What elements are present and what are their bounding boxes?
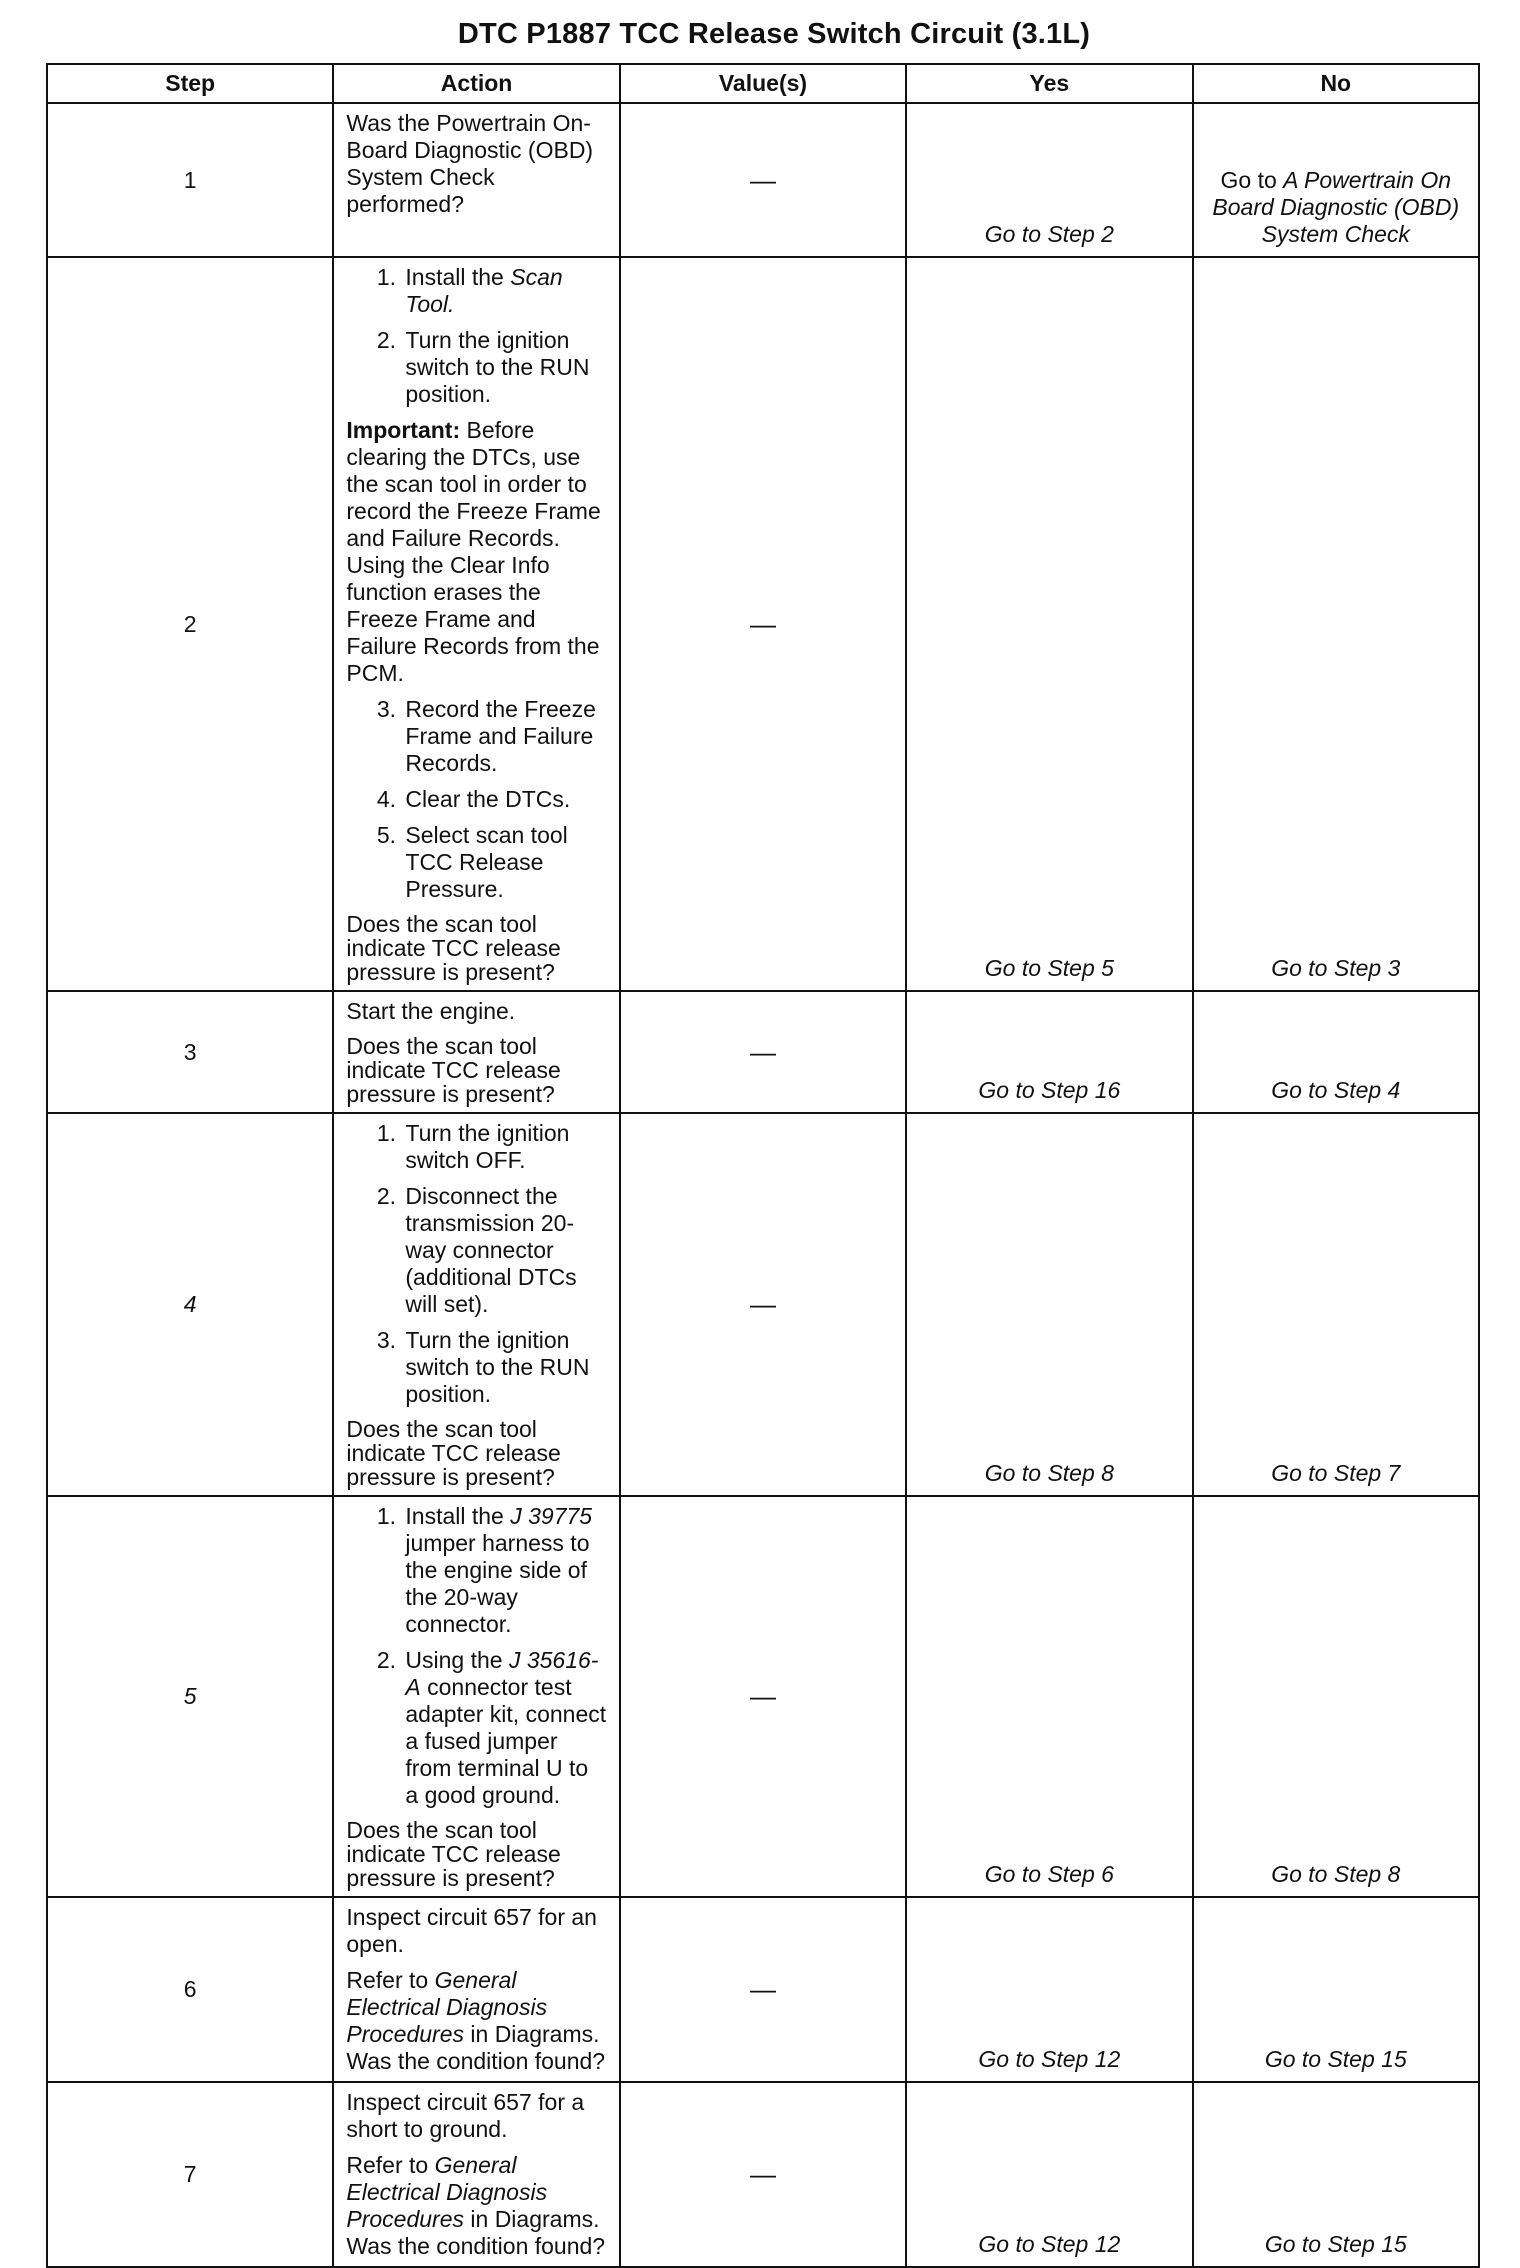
yes-cell: Go to Step 8 <box>906 1113 1192 1496</box>
yes-cell: Go to Step 12 <box>906 2082 1192 2267</box>
table-row <box>47 1496 1479 1897</box>
header-no: No <box>1193 64 1479 103</box>
yes-cell: Go to Step 12 <box>906 1897 1192 2082</box>
important-label: Important: <box>346 417 461 443</box>
diagnostic-table <box>46 63 1480 2268</box>
no-cell: Go to Step 7 <box>1193 1113 1479 1496</box>
value-cell: — <box>620 257 906 991</box>
list-item: 1. Turn the ignition switch OFF. <box>402 1120 606 1174</box>
list-item: 3. Record the Freeze Frame and Failure Records. <box>402 696 606 777</box>
value-cell: — <box>620 103 906 257</box>
step-number: 7 <box>47 2082 333 2267</box>
page-title: DTC P1887 TCC Release Switch Circuit (3.1L) <box>457 18 1091 50</box>
no-cell: Go to Step 3 <box>1193 257 1479 991</box>
action-cell <box>333 103 619 257</box>
no-cell: Go to Step 15 <box>1193 2082 1479 2267</box>
step-number: 3 <box>47 991 333 1113</box>
no-prefix: Go to <box>1220 167 1284 193</box>
list-item: 4. Clear the DTCs. <box>402 786 606 813</box>
list-item: 1. Install the Scan Tool. <box>402 264 606 318</box>
tool-name: J 39775 <box>510 1503 593 1529</box>
reference-text: Refer to General Electrical Diagnosis Procedures in Diagrams. <box>346 1967 600 2047</box>
header-yes: Yes <box>906 64 1192 103</box>
table-row <box>47 257 1479 991</box>
important-text: Before clearing the DTCs, use the scan tool in order to record the Freeze Frame and Failure Records. Using the Clear Info function erases the Freeze Frame and Failure Records from the PCM. <box>346 417 601 686</box>
action-list <box>346 1120 606 1408</box>
action-list <box>346 696 606 903</box>
value-cell: — <box>620 2082 906 2267</box>
no-cell: Go to Step 8 <box>1193 1496 1479 1897</box>
action-list <box>346 1503 606 1809</box>
header-action: Action <box>333 64 619 103</box>
no-reference: A Powertrain On Board Diagnostic (OBD) System Check <box>1212 167 1460 247</box>
action-text: Inspect circuit 657 for a short to ground. <box>346 2089 585 2142</box>
list-item: 2. Turn the ignition switch to the RUN position. <box>402 327 606 408</box>
table-row <box>47 2082 1479 2267</box>
step-number: 6 <box>47 1897 333 2082</box>
action-cell <box>333 991 619 1113</box>
header-row <box>47 64 1479 103</box>
header-values: Value(s) <box>620 64 906 103</box>
step-number: 5 <box>47 1496 333 1897</box>
action-question: Was the condition found? <box>346 2233 606 2259</box>
no-cell: Go to Step 4 <box>1193 991 1479 1113</box>
value-cell: — <box>620 1113 906 1496</box>
no-cell: Go to Step 15 <box>1193 1897 1479 2082</box>
action-question: Does the scan tool indicate TCC release pressure is present? <box>346 1033 561 1107</box>
action-cell <box>333 257 619 991</box>
tool-name: Scan Tool. <box>405 264 563 317</box>
action-text: Was the Powertrain On-Board Diagnostic (OBD) System Check performed? <box>346 110 594 217</box>
important-note <box>346 417 606 687</box>
list-item: 5. Select scan tool TCC Release Pressure. <box>402 822 606 903</box>
action-list <box>346 264 606 408</box>
action-question: Does the scan tool indicate TCC release pressure is present? <box>346 911 561 985</box>
action-question: Does the scan tool indicate TCC release pressure is present? <box>346 1817 561 1891</box>
action-text: Inspect circuit 657 for an open. <box>346 1904 597 1957</box>
table-row <box>47 1897 1479 2082</box>
tool-name: J 35616-A <box>405 1647 599 1700</box>
step-number: 4 <box>47 1113 333 1496</box>
action-cell <box>333 1897 619 2082</box>
reference-title: General Electrical Diagnosis Procedures <box>346 1967 548 2047</box>
value-cell: — <box>620 1897 906 2082</box>
yes-cell: Go to Step 16 <box>906 991 1192 1113</box>
reference-text: Refer to General Electrical Diagnosis Procedures in Diagrams. <box>346 2152 600 2232</box>
value-cell: — <box>620 991 906 1113</box>
step-number: 1 <box>47 103 333 257</box>
yes-cell: Go to Step 2 <box>906 103 1192 257</box>
list-item: 2. Using the J 35616-A connector test adapter kit, connect a fused jumper from terminal U to a good ground. <box>402 1647 606 1809</box>
action-question: Was the condition found? <box>346 2048 606 2074</box>
table-row <box>47 103 1479 257</box>
list-item: 3. Turn the ignition switch to the RUN position. <box>402 1327 606 1408</box>
value-cell: — <box>620 1496 906 1897</box>
action-cell <box>333 1113 619 1496</box>
reference-title: General Electrical Diagnosis Procedures <box>346 2152 548 2232</box>
action-text: Start the engine. <box>346 998 516 1024</box>
action-cell <box>333 2082 619 2267</box>
table-row <box>47 991 1479 1113</box>
table-row <box>47 1113 1479 1496</box>
no-cell <box>1193 103 1479 257</box>
header-step: Step <box>47 64 333 103</box>
step-number: 2 <box>47 257 333 991</box>
list-item: 2. Disconnect the transmission 20-way connector (additional DTCs will set). <box>402 1183 606 1318</box>
yes-cell: Go to Step 5 <box>906 257 1192 991</box>
list-item: 1. Install the J 39775 jumper harness to the engine side of the 20-way connector. <box>402 1503 606 1638</box>
action-question: Does the scan tool indicate TCC release pressure is present? <box>346 1416 561 1490</box>
action-cell <box>333 1496 619 1897</box>
yes-cell: Go to Step 6 <box>906 1496 1192 1897</box>
